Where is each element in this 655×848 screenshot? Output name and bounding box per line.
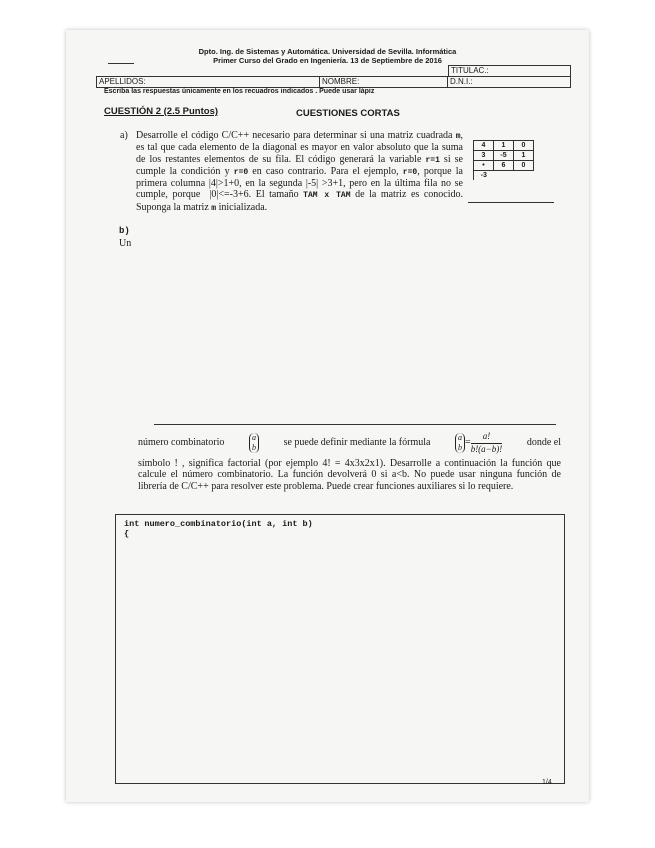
matrix-row [474, 151, 534, 161]
matrix-row [474, 141, 534, 151]
titulac-label: TITULAC.: [451, 66, 489, 75]
combinatorio-rest: símbolo ! , significa factorial (por ejemplo 4! = 4x3x2x1). Desarrolle a continuación la función que calcule el número combinatorio. La función devolverá 0 si a<b. No puede usar ninguna función de librería de C/C++ para resolver este problema. Puede crear funciones auxiliares si lo requiere. [138, 458, 561, 492]
combinatorio-middle: se puede definir mediante la fórmula [283, 437, 431, 449]
matrix-cell [514, 171, 534, 181]
answer-box[interactable] [115, 514, 565, 784]
apellidos-field[interactable] [96, 76, 320, 88]
code-line-2: { [124, 529, 130, 539]
matrix-cell: 1 [514, 151, 534, 161]
section-title: CUESTIONES CORTAS [296, 108, 400, 119]
matrix-cell: 3 [474, 151, 494, 161]
part-a-label: a) [120, 130, 128, 141]
part-b-label: b) [119, 226, 130, 236]
matrix-cell: 4 [474, 141, 494, 151]
fraction-numerator: a! [471, 431, 503, 443]
exam-sheet [66, 30, 589, 802]
part-a-text: Desarrolle el código C/C++ necesario para determinar si una matriz cuadrada m, es tal que cada elemento de la diagonal es mayor en valor absoluto que la suma de los restantes elementos de su fila. El código generará la variable r=1 si se cumple la condición y r=0 en caso contrario. Para el ejemplo, r=0, porque la primera columna |4|>1+0, en la segunda |-5| >3+1, pero en la última fila no se cumple, porque |0|<=-3+6. El tamaño TAM x TAM de la matriz es conocido. Suponga la matriz m inicializada. [136, 130, 463, 213]
header-line-2: Primer Curso del Grado en Ingeniería. 13 de Septiembre de 2016 [213, 56, 442, 65]
matrix-row [474, 161, 534, 171]
combinatorio-suffix: donde el [526, 437, 561, 449]
fraction-denominator: b!(a−b)! [470, 443, 503, 454]
matrix-cell: -5 [494, 151, 514, 161]
question-title: CUESTIÓN 2 (2.5 Puntos) [104, 106, 219, 117]
binomial-symbol [249, 433, 259, 453]
header-line-1: Dpto. Ing. de Sistemas y Automática. Universidad de Sevilla. Informática [198, 47, 457, 56]
nombre-field[interactable] [319, 76, 448, 88]
dni-field[interactable] [447, 76, 571, 88]
dni-label: D.N.I.: [450, 77, 473, 86]
example-matrix [473, 140, 534, 180]
matrix-cell: 0 [514, 161, 534, 171]
formula-binomial-top: a [458, 433, 463, 442]
binomial-bottom: b [251, 443, 256, 452]
matrix-underline [468, 202, 554, 203]
combinatorio-paragraph [138, 430, 561, 492]
code-line-1: int numero_combinatorio(int a, int b) [124, 519, 313, 529]
matrix-row [474, 171, 534, 181]
binomial-top: a [251, 433, 256, 442]
matrix-cell: 1 [494, 141, 514, 151]
part-b-fragment: Un [119, 238, 132, 249]
matrix-cell: -3 [474, 171, 494, 181]
nombre-label: NOMBRE: [322, 77, 360, 86]
instructions: Escriba las respuestas únicamente en los recuadros indicados . Puede usar lápiz [104, 88, 375, 95]
combinatorio-prefix: número combinatorio [138, 437, 225, 449]
page-number: 1/4 [542, 779, 552, 786]
matrix-cell: 6 [494, 161, 514, 171]
formula: a b = $\frac{a!}{b!(a-b)!}$ [455, 431, 502, 455]
matrix-cell [494, 171, 514, 181]
formula-binomial-bottom: b [458, 443, 463, 452]
section-divider [154, 424, 556, 425]
matrix-cell: • [474, 161, 494, 171]
matrix-cell: 0 [514, 141, 534, 151]
apellidos-label: APELLIDOS: [99, 77, 146, 86]
